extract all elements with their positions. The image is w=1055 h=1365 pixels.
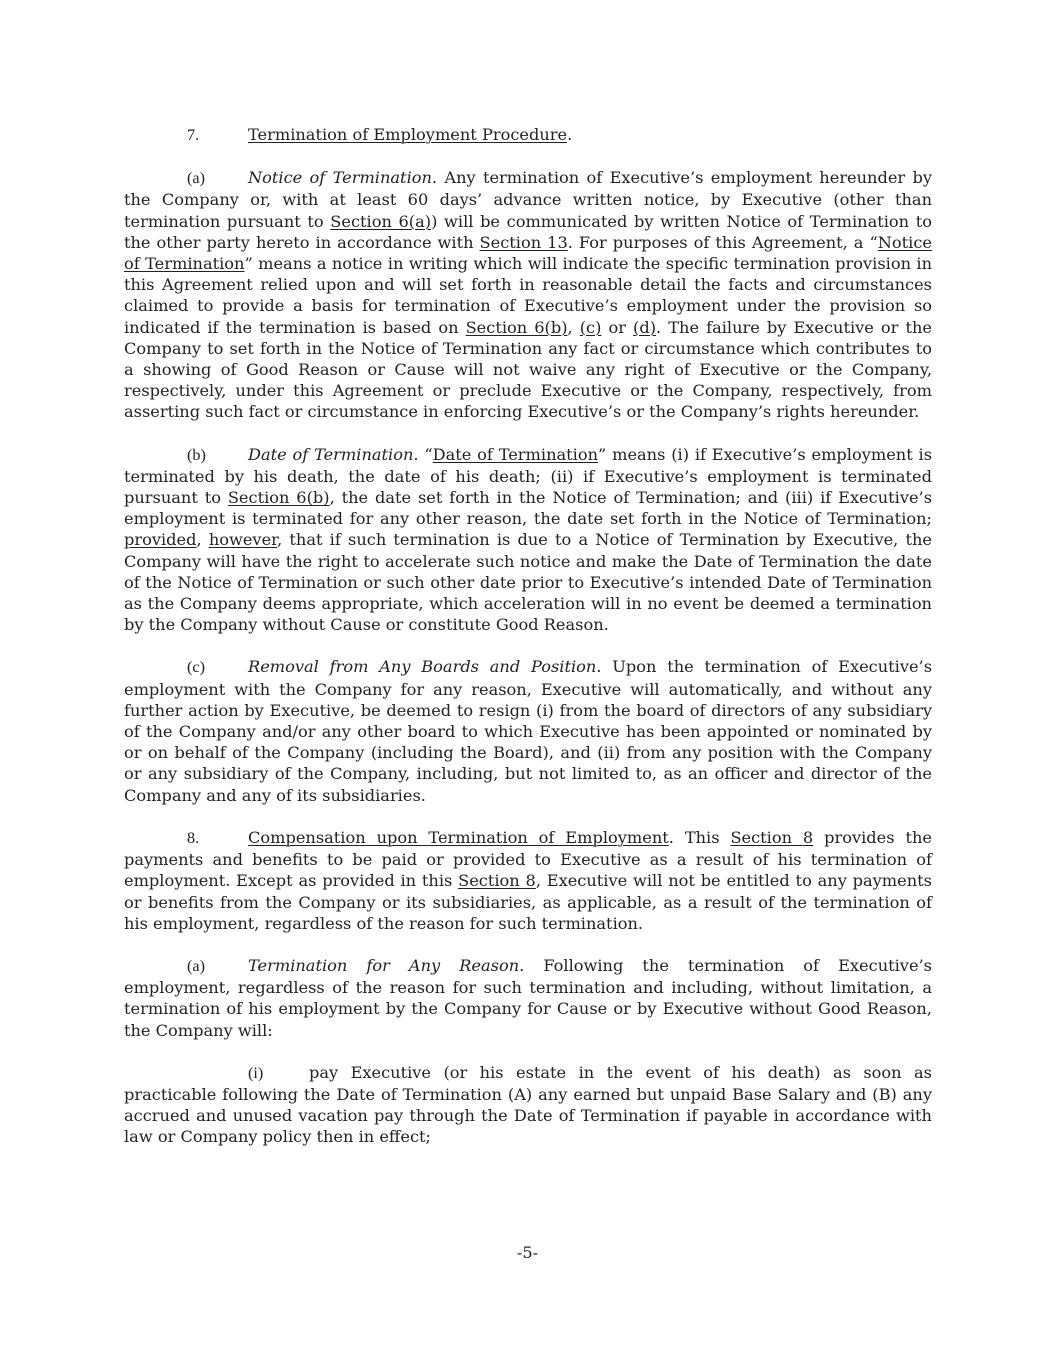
cross-reference: (d) (633, 317, 657, 337)
cross-reference: Section 6(b) (227, 488, 330, 508)
paragraph-label: (i) (248, 1063, 264, 1082)
cross-reference: (c) (579, 317, 602, 337)
cross-reference: Section 8 (458, 871, 536, 891)
cross-reference: Section 6(b) (465, 317, 568, 337)
section-number: 8. (187, 828, 200, 847)
paragraph-label: (a) (187, 956, 205, 975)
section-number: 7. (187, 126, 200, 144)
emphasis-term: provided (124, 530, 197, 550)
paragraph-7c: (c) Removal from Any Boards and Position. Upon the termination of Executive’s employment with the Company for any reason, Executive will automatically, and without any further action by Executive, be deemed to resign (i) from the board of directors of any subsidiary of the Company and/or any other board to which Executive has been appointed or nominated by or on behalf of the Company (including the Board), and (ii) from any position with the Company or any subsidiary of the Company, including, but not limited to, as an officer and director of the Company and any of its subsidiaries. (124, 657, 932, 805)
paragraph-7b: (b) Date of Termination. “Date of Termination” means (i) if Executive’s employment is terminated by his death, the date of his death; (ii) if Executive’s employment is terminated pursuant to Section 6(b), the date set forth in the Notice of Termination; and (iii) if Executive’s employment is terminated for any other reason, the date set forth in the Notice of Termination; provided, however, that if such termination is due to a Notice of Termination by Executive, the Company will have the right to accelerate such notice and make the Date of Termination the date of the Notice of Termination or such other date prior to Executive’s intended Date of Termination as the Company deems appropriate, which acceleration will in no event be deemed a termination by the Company without Cause or constitute Good Reason. (124, 444, 932, 635)
section-title: Termination of Employment Procedure (248, 125, 568, 144)
section-title: Compensation upon Termination of Employment (248, 827, 669, 847)
paragraph-title: Notice of Termination. (248, 168, 438, 188)
page-number: -5- (516, 1243, 539, 1262)
cross-reference: Section 13 (479, 232, 568, 252)
paragraph-label: (c) (187, 658, 205, 677)
defined-term: Notice of Termination (124, 232, 932, 274)
section-8: 8. Compensation upon Termination of Employment. This Section 8 provides the payments and benefits to be paid or provided to Executive as a result of his termination of employment. Except as provided in this Section 8, Executive will not be entitled to any payments or benefits from the Company or its subsidiaries, as applicable, as a result of the termination of his employment, regardless of the reason for such termination. (124, 827, 932, 933)
cross-reference: Section 8 (730, 827, 814, 847)
paragraph-label: (a) (187, 169, 205, 188)
document-page (124, 124, 932, 1169)
defined-term: Date of Termination (432, 444, 599, 464)
section-7-heading: 7. Termination of Employment Procedure. (124, 124, 932, 146)
paragraph-8a-i: (i) pay Executive (or his estate in the event of his death) as soon as practicable following the Date of Termination (A) any earned but unpaid Base Salary and (B) any accrued and unused vacation pay through the Date of Termination if payable in accordance with law or Company policy then in effect; (124, 1062, 932, 1147)
cross-reference: Section 6(a) (330, 211, 432, 231)
paragraph-7a: (a) Notice of Termination. Any termination of Executive’s employment hereunder by the Company or, with at least 60 days’ advance written notice, by Executive (other than termination pursuant to Section 6(a)) will be communicated by written Notice of Termination to the other party hereto in accordance with Section 13. For purposes of this Agreement, a “Notice of Termination” means a notice in writing which will indicate the specific termination provision in this Agreement relied upon and will set forth in reasonable detail the facts and circumstances claimed to provide a basis for termination of Executive’s employment under the provision so indicated if the termination is based on Section 6(b), (c) or (d). The failure by Executive or the Company to set forth in the Notice of Termination any fact or circumstance which contributes to a showing of Good Reason or Cause will not waive any right of Executive or the Company, respectively, under this Agreement or preclude Executive or the Company, respectively, from asserting such fact or circumstance in enforcing Executive’s or the Company’s rights hereunder. (124, 168, 932, 422)
paragraph-title: Date of Termination (248, 444, 414, 464)
paragraph-8a: (a) Termination for Any Reason. Following the termination of Executive’s employment, regardless of the reason for such termination and including, without limitation, a termination of his employment by the Company for Cause or by Executive without Good Reason, the Company will: (124, 955, 932, 1040)
paragraph-title: Termination for Any Reason (248, 955, 520, 975)
paragraph-title: Removal from Any Boards and Position (248, 657, 597, 677)
paragraph-label: (b) (187, 445, 206, 464)
emphasis-term: however (208, 530, 278, 550)
